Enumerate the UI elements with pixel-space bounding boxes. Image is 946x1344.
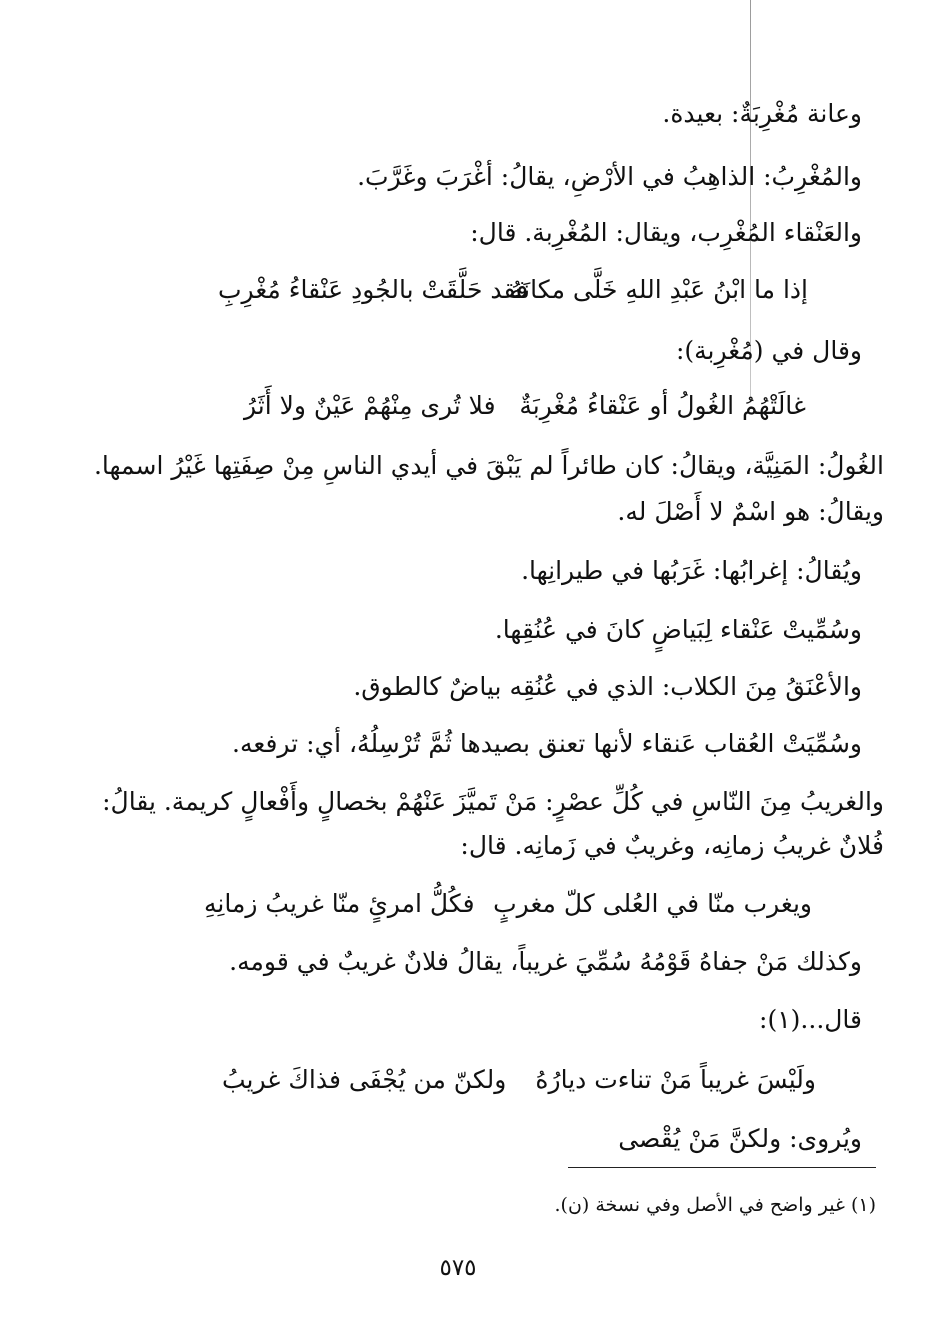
verse-hemistich-right: ويغرب منّا في العُلى كلّ مغربٍ [493,889,812,918]
text-line: وكذلك مَنْ جفاهُ قَوْمُهُ سُمِّيَ غريباً، يقالُ فلانٌ غريبٌ في قومه. [229,947,862,976]
text-line: ويُقالُ: إغرابُها: غَرَبُها في طيرانِها. [521,556,862,585]
footnote-separator [568,1167,876,1168]
verse-hemistich-right: إذا ما ابْنُ عَبْدِ اللهِ خَلَّى مكانَهُ [509,275,808,304]
text-line: وسُمِّيَتْ العُقاب عَنقاء لأنها تعنق بصيدها ثُمَّ تُرْسِلُهُ، أي: ترفعه. [232,729,862,758]
text-line: وعانة مُغْرِبَةٌ: بعيدة. [662,99,862,128]
verse-hemistich-left: فلا تُرى مِنْهُمْ عَيْنٌ ولا أَثَرُ [244,391,496,420]
verse-hemistich-left: فقد حَلَّقَتْ بالجُودِ عَنْقاءُ مُغْرِبِ [218,275,529,304]
verse-hemistich-left: ولكنّ من يُجْفَى فذاكَ غريبُ [222,1065,507,1094]
text-line: ويُروى: ولكنَّ مَنْ يُقْصى [618,1124,862,1153]
verse-hemistich-right: ولَيْسَ غريباً مَنْ تناءت ديارُهُ [535,1065,816,1094]
text-line: وقال في (مُغْرِبة): [675,336,862,365]
text-line: قال...(١): [759,1005,862,1034]
text-line: وسُمِّيتْ عَنْقاء لِبَياضٍ كانَ في عُنُقِها. [494,615,862,644]
text-line: والمُغْرِبُ: الذاهِبُ في الأرْضِ، يقالُ: أغْرَبَ وغَرَّبَ. [357,162,862,191]
text-line: والغريبُ مِنَ النّاسِ في كُلِّ عصْرٍ: مَنْ تَميَّزَ عَنْهُمْ بخصالٍ وأَفْعالٍ كريمة. يقالُ: [102,787,884,816]
text-line: ويقالُ: هو اسْمٌ لا أَصْلَ له. [617,497,884,526]
text-line: والعَنْقاء المُغْرِب، ويقال: المُغْرِبة. قال: [470,218,862,247]
text-line: الغُولُ: المَنِيَّة، ويقالُ: كان طائراً لم يَبْقَ في أيدي الناسِ مِنْ صِفَتِها غَيْرُ اسمها. [93,451,884,480]
verse-hemistich-right: غالَتْهُمُ الغُولُ أو عَنْقاءُ مُغْرِبَةٌ [519,391,806,420]
text-line: فُلانٌ غريبُ زمانِه، وغريبٌ في زَمانِه. قال: [460,831,884,860]
verse-hemistich-left: فكُلُّ امرئٍ منّا غريبُ زمانِهِ [204,889,475,918]
page-number: ٥٧٥ [439,1255,477,1281]
footnote: (١) غير واضح في الأصل وفي نسخة (ن). [554,1194,876,1216]
text-line: والأعْنَقُ مِنَ الكلاب: الذي في عُنُقِه بياضٌ كالطوق. [353,672,862,701]
